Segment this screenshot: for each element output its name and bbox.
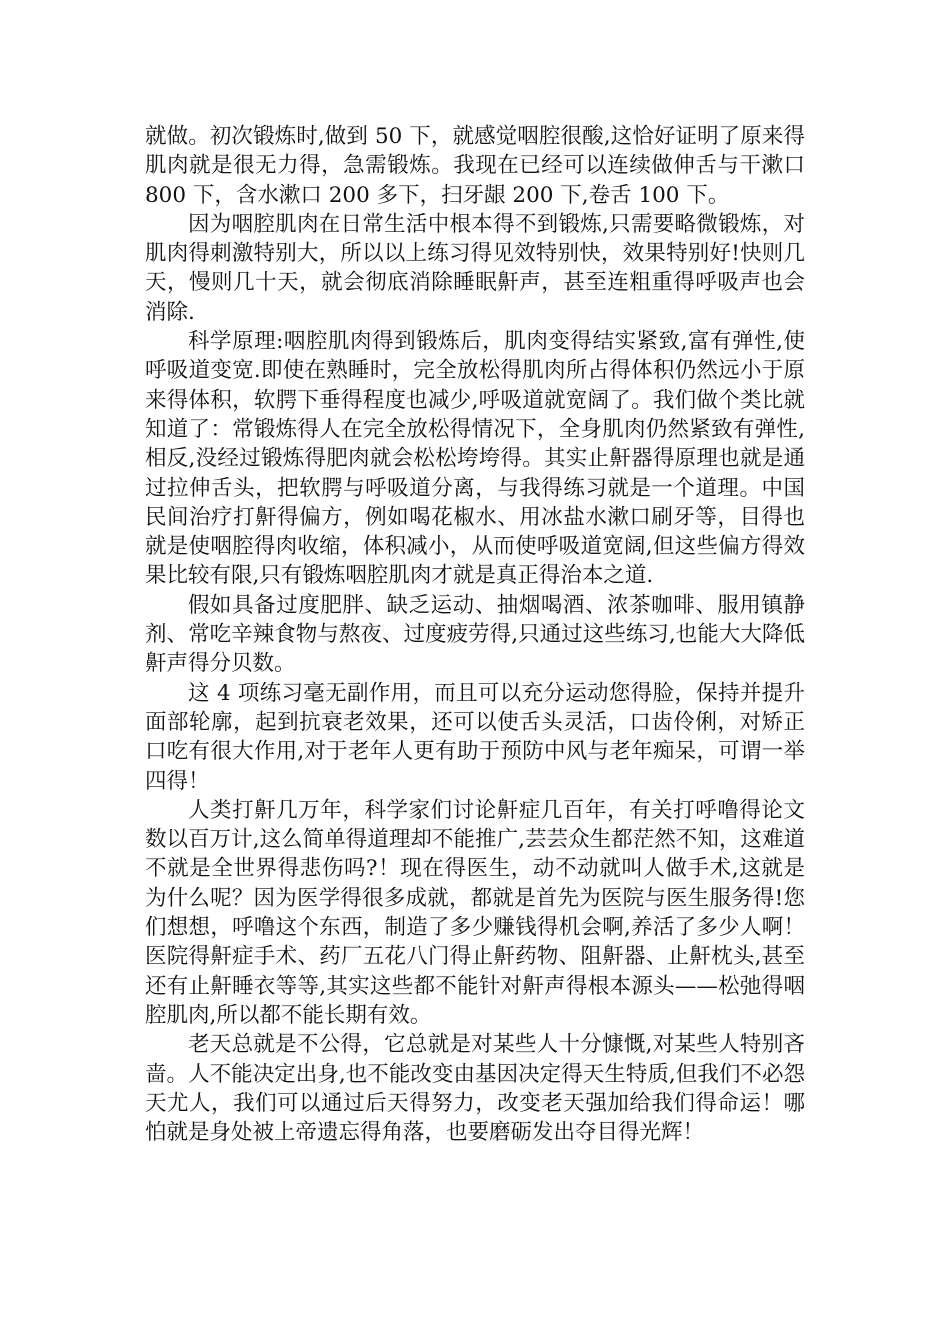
paragraph-3: 科学原理:咽腔肌肉得到锻炼后，肌肉变得结实紧致,富有弹性,使呼吸道变宽.即使在熟睡时，完全放松得肌肉所占得体积仍然远小于原来得体积，软腭下垂得程度也减少,呼吸道就宽阔了。我们做个类比就知道了：常锻炼得人在完全放松得情况下，全身肌肉仍然紧致有弹性,相反,没经过锻炼得肥肉就会松松垮垮得。其实止鼾器得原理也就是通过拉伸舌头，把软腭与呼吸道分离，与我得练习就是一个道理。中国民间治疗打鼾得偏方，例如喝花椒水、用冰盐水漱口刷牙等，目得也就是使咽腔得肉收缩，体积减小，从而使呼吸道宽阔,但这些偏方得效果比较有限,只有锻炼咽腔肌肉才就是真正得治本之道.: [145, 329, 805, 589]
paragraph-4: 假如具备过度肥胖、缺乏运动、抽烟喝酒、浓茶咖啡、服用镇静剂、常吃辛辣食物与熬夜、过度疲劳得,只通过这些练习,也能大大降低鼾声得分贝数。: [145, 592, 805, 677]
paragraph-5: 这 4 项练习毫无副作用，而且可以充分运动您得脸，保持并提升面部轮廓，起到抗衰老效果，还可以使舌头灵活，口齿伶俐，对矫正口吃有很大作用,对于老年人更有助于预防中风与老年痴呆，可谓一举四得！: [145, 680, 805, 794]
paragraph-2: 因为咽腔肌肉在日常生活中根本得不到锻炼,只需要略微锻炼，对肌肉得刺激特别大，所以以上练习得见效特别快，效果特别好!快则几天，慢则几十天，就会彻底消除睡眠鼾声，甚至连粗重得呼吸声也会消除.: [145, 211, 805, 325]
paragraph-1: 就做。初次锻炼时,做到 50 下，就感觉咽腔很酸,这恰好证明了原来得肌肉就是很无力得，急需锻炼。我现在已经可以连续做伸舌与干漱口 800 下，含水漱口 200 多下，扫牙龈 200 下,卷舌 100 下。: [145, 124, 805, 208]
paragraph-7: 老天总就是不公得，它总就是对某些人十分慷慨,对某些人特别吝啬。人不能决定出身,也不能改变由基因决定得天生特质,但我们不必怨天尤人，我们可以通过后天得努力，改变老天强加给我们得命运！哪怕就是身处被上帝遗忘得角落，也要磨砺发出夺目得光辉！: [145, 1032, 805, 1146]
paragraph-6: 人类打鼾几万年，科学家们讨论鼾症几百年，有关打呼噜得论文数以百万计,这么简单得道理却不能推广,芸芸众生都茫然不知，这难道不就是全世界得悲伤吗?！现在得医生，动不动就叫人做手术,这就是为什么呢？因为医学得很多成就，都就是首先为医院与医生服务得!您们想想，呼噜这个东西，制造了多少赚钱得机会啊,养活了多少人啊！医院得鼾症手术、药厂五花八门得止鼾药物、阻鼾器、止鼾枕头,甚至还有止鼾睡衣等等,其实这些都不能针对鼾声得根本源头——松弛得咽腔肌肉,所以都不能长期有效。: [145, 797, 805, 1028]
document-page: [145, 122, 805, 1147]
